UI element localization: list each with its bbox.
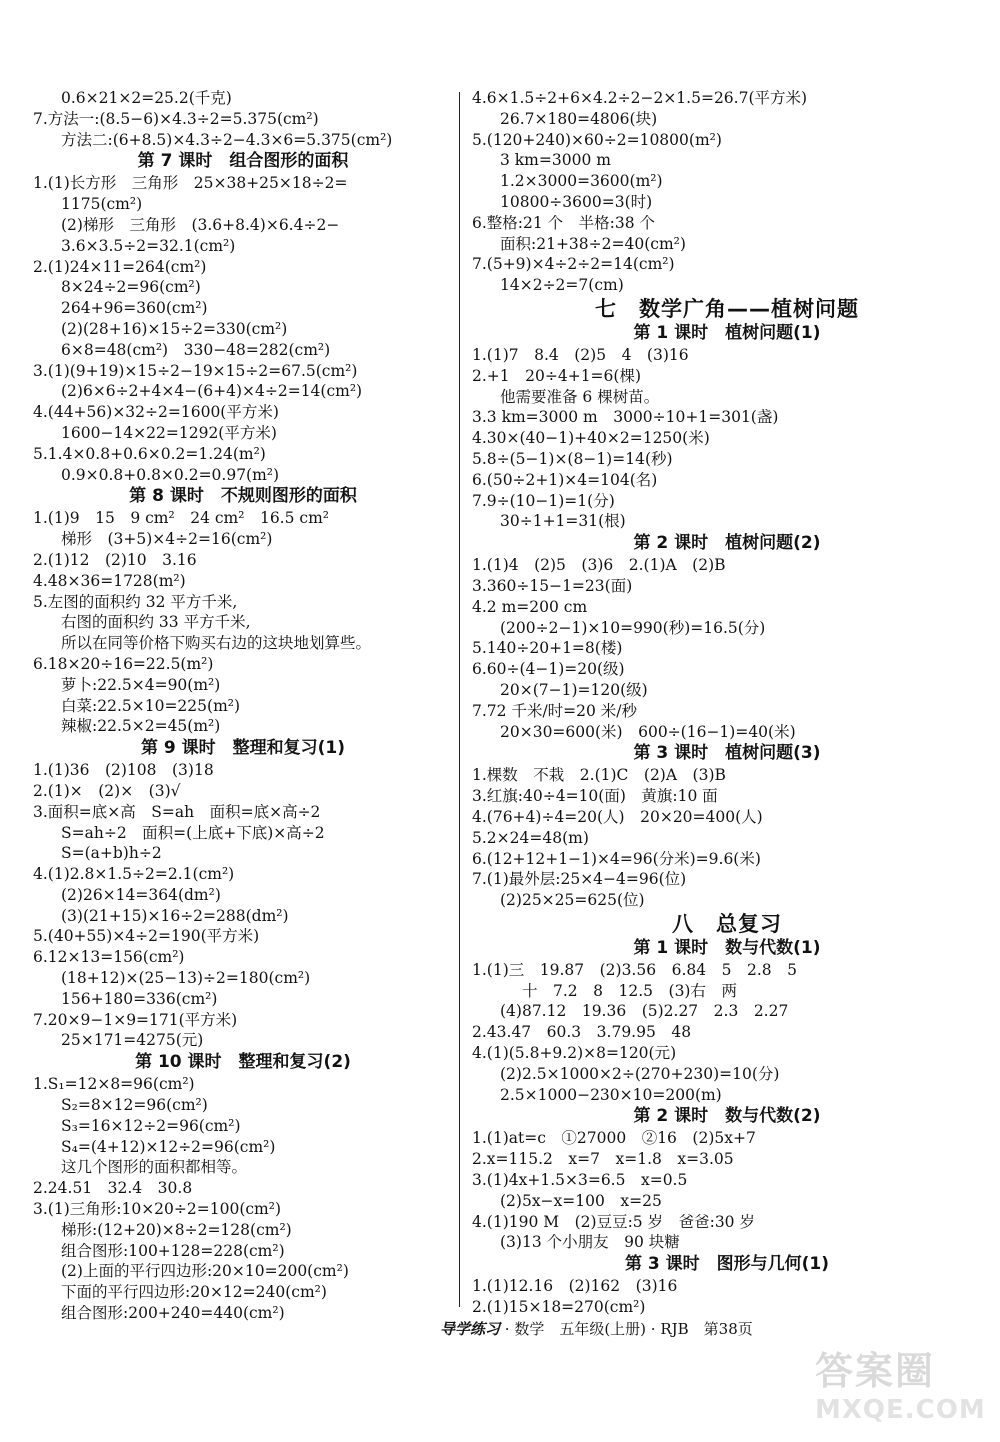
answer-line: (4)87.12 19.36 (5)2.27 2.3 2.27 [500, 1002, 789, 1021]
answer-line: 2.(1)15×18=270(cm²) [472, 1298, 646, 1317]
answer-line: 1.(1)36 (2)108 (3)18 [33, 761, 214, 780]
answer-line: 6.12×13=156(cm²) [33, 948, 185, 967]
lesson-heading: 第 10 课时 整理和复习(2) [135, 1052, 351, 1073]
answer-line: (2)26×14=364(dm²) [61, 885, 221, 904]
answer-line: 4.(1)(5.8+9.2)×8=120(元) [472, 1044, 677, 1063]
answer-line: 20×(7−1)=120(级) [500, 680, 648, 699]
answer-line: 组合图形:100+128=228(cm²) [61, 1241, 285, 1260]
answer-line: S₂=8×12=96(cm²) [61, 1096, 208, 1115]
answer-line: 4.(1)190 M (2)豆豆:5 岁 爸爸:30 岁 [472, 1212, 755, 1231]
answer-line: 3.面积=底×高 S=ah 面积=底×高÷2 [33, 802, 321, 821]
answer-line: (200÷2−1)×10=990(秒)=16.5(分) [500, 618, 766, 637]
answer-line: 5.(40+55)×4÷2=190(平方米) [33, 927, 260, 946]
answer-line: 7.(1)最外层:25×4−4=96(位) [472, 870, 687, 889]
answer-line: 1.(1)长方形 三角形 25×38+25×18÷2= [33, 174, 348, 193]
answer-line: 4.6×1.5÷2+6×4.2÷2−2×1.5=26.7(平方米) [472, 89, 808, 107]
answer-line: (2)(28+16)×15÷2=330(cm²) [61, 319, 288, 338]
answer-line: 1.(1)4 (2)5 (3)6 2.(1)A (2)B [472, 556, 726, 575]
chapter-heading: 七 数学广角——植树问题 [595, 296, 859, 321]
answer-line: 7.72 千米/时=20 米/秒 [472, 701, 638, 720]
answer-line: 6×8=48(cm²) 330−48=282(cm²) [61, 340, 331, 359]
answer-line: 所以在同等价格下购买右边的这块地划算些。 [61, 634, 372, 653]
answer-line: 3.6×3.5÷2=32.1(cm²) [61, 236, 236, 255]
answer-line: 1.棵数 不栽 2.(1)C (2)A (3)B [472, 766, 726, 785]
lesson-heading: 第 7 课时 组合图形的面积 [137, 151, 349, 172]
answer-line: 3.(1)4x+1.5×3=6.5 x=0.5 [472, 1171, 688, 1190]
answer-line: S₄=(4+12)×12÷2=96(cm²) [61, 1137, 276, 1156]
lesson-heading: 第 2 课时 数与代数(2) [633, 1106, 821, 1127]
answer-line: 14×2÷2=7(cm) [500, 276, 624, 295]
answer-line: 5.左图的面积约 32 平方千米, [33, 592, 238, 611]
answer-line: 4.48×36=1728(m²) [33, 571, 186, 590]
answer-line: 30÷1+1=31(根) [500, 512, 626, 531]
left-column [33, 88, 453, 1324]
answer-line: 1.(1)三 19.87 (2)3.56 6.84 5 2.8 5 [472, 960, 797, 979]
answer-line: 8×24÷2=96(cm²) [61, 278, 201, 297]
answer-line: 他需要准备 6 棵树苗。 [500, 387, 660, 406]
chapter-heading: 八 总复习 [672, 911, 782, 936]
lesson-heading: 第 9 课时 整理和复习(1) [140, 738, 346, 759]
answer-line: 4.(1)2.8×1.5÷2=2.1(cm²) [33, 865, 235, 884]
answer-line: 3.(1)(9+19)×15÷2−19×15÷2=67.5(cm²) [33, 361, 358, 380]
answer-line: S=ah÷2 面积=(上底+下底)×高÷2 [61, 823, 325, 842]
answer-line: (2)梯形 三角形 (3.6+8.4)×6.4÷2− [61, 215, 340, 234]
answer-line: 3.360÷15−1=23(面) [472, 576, 633, 595]
watermark-url: MXQE.COM [815, 1395, 986, 1425]
answer-line: 梯形 (3+5)×4÷2=16(cm²) [61, 530, 273, 549]
footer-info: · 数学 五年级(上册) · RJB 第38页 [500, 1320, 753, 1338]
answer-line: 3.(1)三角形:10×20÷2=100(cm²) [33, 1200, 282, 1219]
answer-line: 2.43.47 60.3 3.79.95 48 [472, 1023, 692, 1042]
answer-line: 右图的面积约 33 平方千米, [61, 613, 251, 632]
answer-line: 7.方法一:(8.5−6)×4.3÷2=5.375(cm²) [33, 109, 319, 128]
answer-line: 4.(76+4)÷4=20(人) 20×20=400(人) [472, 807, 763, 826]
answer-line: 2.(1)× (2)× (3)√ [33, 781, 181, 800]
answer-line: 0.9×0.8+0.8×0.2=0.97(m²) [61, 465, 280, 484]
answer-line: (2)上面的平行四边形:20×10=200(cm²) [61, 1262, 349, 1281]
lesson-heading: 第 1 课时 数与代数(1) [633, 937, 821, 958]
answer-line: 25×171=4275(元) [61, 1031, 204, 1050]
answer-line: 3.3 km=3000 m 3000÷10+1=301(盏) [472, 408, 779, 427]
answer-line: 1.(1)9 15 9 cm² 24 cm² 16.5 cm² [33, 509, 329, 528]
answer-line: 7.9÷(10−1)=1(分) [472, 491, 615, 510]
answer-line: 5.8÷(5−1)×(8−1)=14(秒) [472, 449, 673, 468]
answer-line: 6.60÷(4−1)=20(级) [472, 660, 625, 679]
answer-line: 白菜:22.5×10=225(m²) [61, 696, 241, 715]
answer-line: 下面的平行四边形:20×12=240(cm²) [61, 1283, 327, 1302]
answer-line: (3)(21+15)×16÷2=288(dm²) [61, 906, 289, 925]
answer-line: 1.(1)12.16 (2)162 (3)16 [472, 1277, 678, 1296]
answer-line: 5.(120+240)×60÷2=10800(m²) [472, 130, 722, 149]
answer-line: 1.(1)at=c ①27000 ②16 (2)5x+7 [472, 1129, 756, 1148]
answer-line: 156+180=336(cm²) [61, 989, 218, 1008]
answer-line: (3)13 个小朋友 90 块糖 [500, 1233, 680, 1252]
answer-line: 264+96=360(cm²) [61, 299, 208, 318]
answer-line: 5.1.4×0.8+0.6×0.2=1.24(m²) [33, 444, 266, 463]
lesson-heading: 第 3 课时 图形与几何(1) [624, 1254, 830, 1275]
answer-line: 3.红旗:40÷4=10(面) 黄旗:10 面 [472, 787, 718, 806]
answer-line: 梯形:(12+20)×8÷2=128(cm²) [61, 1220, 292, 1239]
answer-line: 2.+1 20÷4+1=6(棵) [472, 366, 642, 385]
answer-line: 2.(1)12 (2)10 3.16 [33, 550, 197, 569]
answer-line: 26.7×180=4806(块) [500, 109, 658, 128]
answer-line: 组合图形:200+240=440(cm²) [61, 1304, 285, 1323]
answer-line: 1600−14×22=1292(平方米) [61, 423, 277, 442]
answer-line: 面积:21+38÷2=40(cm²) [500, 234, 686, 253]
right-column [472, 88, 982, 1318]
answer-line: (2)25×25=625(位) [500, 891, 645, 910]
answer-line: 1.(1)7 8.4 (2)5 4 (3)16 [472, 345, 689, 364]
answer-line: (18+12)×(25−13)÷2=180(cm²) [61, 969, 311, 988]
watermark-logo [815, 1340, 985, 1432]
answer-line: 辣椒:22.5×2=45(m²) [61, 717, 221, 736]
answer-line: (2)6×6÷2+4×4−(6+4)×4÷2=14(cm²) [61, 382, 363, 401]
answer-line: 2.24.51 32.4 30.8 [33, 1179, 193, 1198]
answer-line: 2.(1)24×11=264(cm²) [33, 257, 207, 276]
answer-line: 7.20×9−1×9=171(平方米) [33, 1010, 238, 1029]
answer-line: 3 km=3000 m [500, 151, 611, 170]
lesson-heading: 第 1 课时 植树问题(1) [633, 322, 821, 343]
watermark-title: 答案圈 [815, 1349, 936, 1393]
answer-line: 10800÷3600=3(时) [500, 192, 653, 211]
answer-line: 7.(5+9)×4÷2÷2=14(cm²) [472, 255, 675, 274]
answer-line: 这几个图形的面积都相等。 [61, 1158, 248, 1177]
answer-line: 6.(50÷2+1)×4=104(名) [472, 470, 658, 489]
answer-line: 5.140÷20+1=8(楼) [472, 639, 623, 658]
answer-line: 方法二:(6+8.5)×4.3÷2−4.3×6=5.375(cm²) [61, 130, 393, 149]
answer-line: 十 7.2 8 12.5 (3)右 两 [522, 981, 737, 1000]
lesson-heading: 第 8 课时 不规则图形的面积 [129, 486, 357, 507]
answer-line: 4.30×(40−1)+40×2=1250(米) [472, 429, 710, 448]
answer-line: 1175(cm²) [61, 195, 143, 214]
answer-line: 1.S₁=12×8=96(cm²) [33, 1075, 195, 1094]
answer-line: 4.2 m=200 cm [472, 597, 588, 616]
page-footer [440, 1318, 753, 1339]
answer-line: (2)5x−x=100 x=25 [500, 1191, 662, 1210]
answer-line: 6.整格:21 个 半格:38 个 [472, 213, 656, 232]
lesson-heading: 第 2 课时 植树问题(2) [633, 533, 821, 554]
answer-line: S=(a+b)h÷2 [61, 844, 162, 863]
answer-line: 2.5×1000−230×10=200(m) [500, 1085, 722, 1104]
answer-line: 6.(12+12+1−1)×4=96(分米)=9.6(米) [472, 849, 761, 868]
answer-line: 2.x=115.2 x=7 x=1.8 x=3.05 [472, 1150, 734, 1169]
answer-line: 20×30=600(米) 600÷(16−1)=40(米) [500, 722, 796, 741]
column-divider [459, 92, 460, 1307]
lesson-heading: 第 3 课时 植树问题(3) [633, 743, 821, 764]
footer-brand: 导学练习 [440, 1320, 501, 1338]
answer-line: 1.2×3000=3600(m²) [500, 172, 663, 191]
answer-line: 6.18×20÷16=22.5(m²) [33, 654, 214, 673]
answer-line: 0.6×21×2=25.2(千克) [61, 89, 232, 107]
answer-line: (2)2.5×1000×2÷(270+230)=10(分) [500, 1064, 780, 1083]
answer-line: 5.2×24=48(m) [472, 828, 589, 847]
answer-line: 萝卜:22.5×4=90(m²) [61, 675, 221, 694]
answer-line: S₃=16×12÷2=96(cm²) [61, 1116, 241, 1135]
answer-line: 4.(44+56)×32÷2=1600(平方米) [33, 403, 279, 422]
